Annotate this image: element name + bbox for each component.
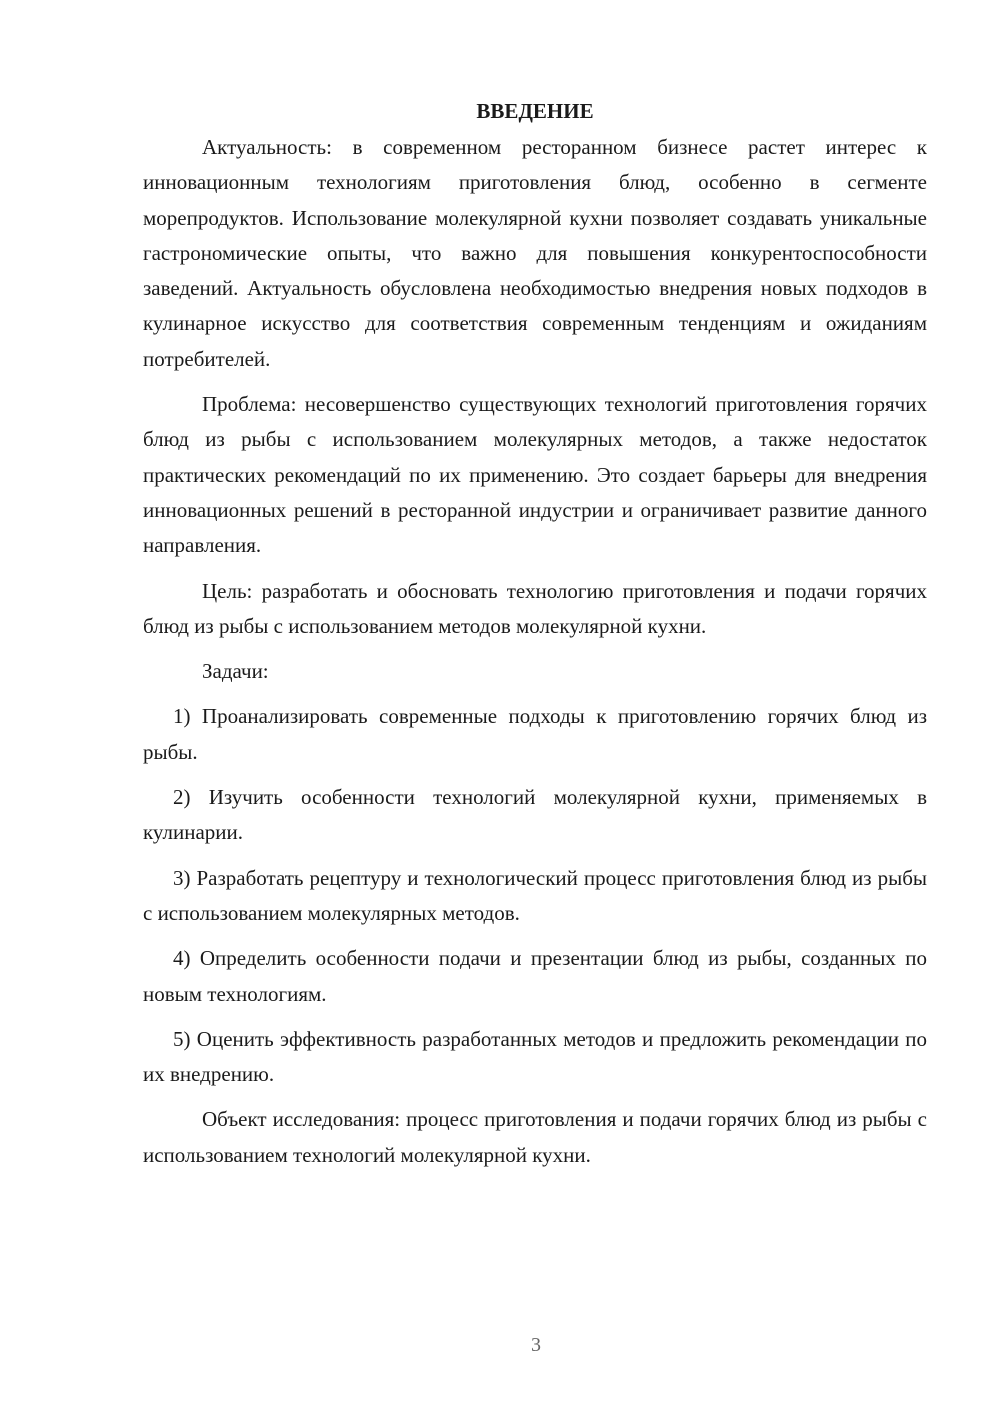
section-heading: ВВЕДЕНИЕ [476, 99, 594, 123]
paragraph-object: Объект исследования: процесс приготовления и подачи горячих блюд из рыбы с использованием технологий молекулярной кухни. [143, 1107, 927, 1167]
document-page [143, 96, 927, 1183]
tasks-label: Задачи: [202, 659, 269, 684]
task-item-3: 3) Разработать рецептуру и технологический процесс приготовления блюд из рыбы с использованием молекулярных методов. [143, 865, 927, 925]
paragraph-problem: Проблема: несовершенство существующих технологий приготовления горячих блюд из рыбы с использованием молекулярных методов, а также недостаток практических рекомендаций по их применению. Это создает барьеры для внедрения инновационных решений в ресторанной индустрии и ограничивает развитие данного направления. [143, 392, 927, 558]
task-item-1: 1) Проанализировать современные подходы к приготовлению горячих блюд из рыбы. [143, 704, 927, 764]
task-item-5: 5) Оценить эффективность разработанных методов и предложить рекомендации по их внедрению. [143, 1026, 927, 1087]
page-number: 3 [531, 1334, 541, 1356]
task-item-2: 2) Изучить особенности технологий молекулярной кухни, применяемых в кулинарии. [143, 785, 927, 845]
task-item-4: 4) Определить особенности подачи и презентации блюд из рыбы, созданных по новым технологиям. [143, 946, 927, 1006]
paragraph-relevance: Актуальность: в современном ресторанном бизнесе растет интерес к инновационным технологиям приготовления блюд, особенно в сегменте морепродуктов. Использование молекулярной кухни позволяет создавать уникальные гастрономические опыты, что важно для повышения конкурентоспособности заведений. Актуальность обусловлена необходимостью внедрения новых подходов в кулинарное искусство для соответствия современным тенденциям и ожиданиям потребителей. [143, 135, 927, 371]
paragraph-goal: Цель: разработать и обосновать технологию приготовления и подачи горячих блюд из рыбы с использованием методов молекулярной кухни. [143, 578, 927, 638]
